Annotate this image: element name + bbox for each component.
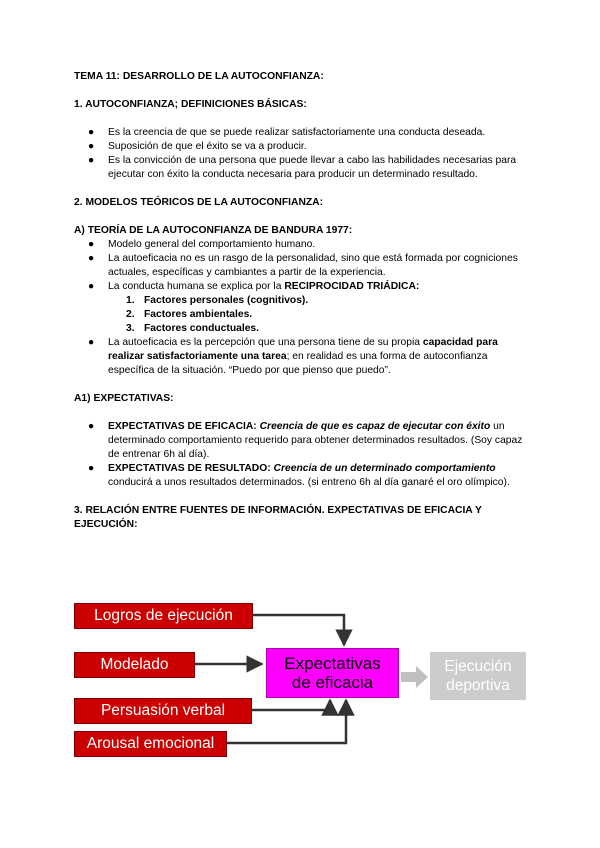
list-item: ● La autoeficacia no es un rasgo de la personalidad, sino que está formada por cogniciones actuales, específicas y cambiantes a partir de la experiencia. xyxy=(88,253,518,278)
section1-heading: 1. AUTOCONFIANZA; DEFINICIONES BÁSICAS: xyxy=(74,99,307,110)
a1-heading: A1) EXPECTATIVAS: xyxy=(74,393,174,404)
list-item: ● Modelo general del comportamiento humano. xyxy=(88,239,316,250)
bullet-icon: ● xyxy=(88,253,95,264)
bullet-icon: ● xyxy=(88,421,95,432)
bullet-icon: ● xyxy=(88,155,95,166)
section2-subheading: A) TEORÍA DE LA AUTOCONFIANZA DE BANDURA 1977: xyxy=(74,225,353,236)
source-persuasion: Persuasión verbal xyxy=(74,698,252,724)
bullet-icon: ● xyxy=(88,281,95,292)
expectativas-list xyxy=(74,420,534,490)
center-expectativas: Expectativas de eficacia xyxy=(266,648,399,698)
bullet-icon: ● xyxy=(88,127,95,138)
source-modelado: Modelado xyxy=(74,652,195,678)
list-item: ● La autoeficacia es la percepción que una persona tiene de su propia capacidad para realizar satisfactoriamente una tarea; en realidad es una forma de autoconfianza específica de la situación. “Puedo por que pienso que puedo”. xyxy=(88,337,498,376)
list-item: ● Es la convicción de una persona que puede llevar a cabo las habilidades necesarias para ejecutar con éxito la conducta necesaria para producir un determinado resultado. xyxy=(88,155,517,180)
list-item: ● Suposición de que el éxito se va a producir. xyxy=(88,141,307,152)
factors-list xyxy=(74,294,534,336)
source-arousal: Arousal emocional xyxy=(74,731,227,757)
list-item: ● Es la creencia de que se puede realizar satisfactoriamente una conducta deseada. xyxy=(88,127,486,138)
arrow-arousal xyxy=(227,700,346,743)
bullet-icon: ● xyxy=(88,141,95,152)
arrow-persuasion xyxy=(252,700,330,710)
list-item: ● EXPECTATIVAS DE RESULTADO: Creencia de un determinado comportamiento conducirá a unos resultados determinados. (si entreno 6h al día ganaré el oro olímpico). xyxy=(88,463,510,488)
list-item: 1. Factores personales (cognitivos). xyxy=(126,295,309,306)
document-body xyxy=(74,70,534,532)
section2-list-cont xyxy=(74,336,534,378)
arrow-logros xyxy=(253,615,344,645)
list-item: 2. Factores ambientales. xyxy=(126,309,253,320)
arrow-result xyxy=(401,666,428,688)
section2-list xyxy=(74,238,534,294)
document-title: TEMA 11: DESARROLLO DE LA AUTOCONFIANZA: xyxy=(74,71,324,82)
section2-heading: 2. MODELOS TEÓRICOS DE LA AUTOCONFIANZA: xyxy=(74,197,324,208)
source-logros: Logros de ejecución xyxy=(74,603,253,629)
list-item: ● La conducta humana se explica por la RECIPROCIDAD TRIÁDICA: xyxy=(88,281,420,292)
section3-heading: 3. RELACIÓN ENTRE FUENTES DE INFORMACIÓN. EXPECTATIVAS DE EFICACIA Y EJECUCIÓN: xyxy=(74,505,482,530)
bullet-icon: ● xyxy=(88,239,95,250)
list-item: ● EXPECTATIVAS DE EFICACIA: Creencia de que es capaz de ejecutar con éxito un determinado comportamiento requerido para obtener determinados resultados. (Soy capaz de entrenar 6h al día). xyxy=(88,421,523,460)
bullet-icon: ● xyxy=(88,337,95,348)
section1-list xyxy=(74,126,534,182)
result-ejecucion: Ejecución deportiva xyxy=(430,652,526,700)
list-item: 3. Factores conductuales. xyxy=(126,323,260,334)
bullet-icon: ● xyxy=(88,463,95,474)
